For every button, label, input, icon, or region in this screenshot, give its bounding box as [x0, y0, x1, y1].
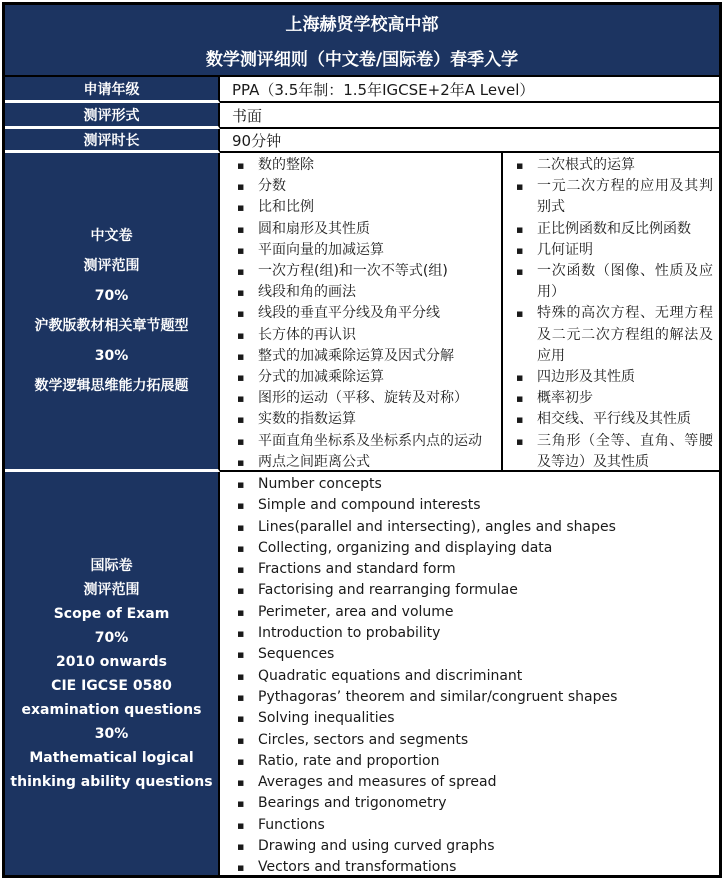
- topic-text: Perimeter, area and volume: [258, 603, 454, 620]
- topic-item: [220, 197, 501, 218]
- bullet-icon: ▪: [237, 840, 245, 854]
- topic-item: [503, 367, 719, 388]
- topic-item: [220, 261, 501, 282]
- topic-text: Pythagoras’ theorem and similar/congruent shapes: [258, 688, 618, 705]
- bullet-icon: ▪: [516, 222, 524, 236]
- topic-text: Drawing and using curved graphs: [258, 838, 495, 855]
- topic-text: Functions: [258, 816, 325, 833]
- bullet-icon: ▪: [237, 605, 245, 619]
- topic-text: Averages and measures of spread: [258, 774, 497, 791]
- topic-text: 圆和扇形及其性质: [258, 220, 370, 237]
- topic-item: [220, 666, 719, 687]
- bullet-icon: ▪: [237, 861, 245, 875]
- topic-text: Simple and compound interests: [258, 497, 481, 514]
- international-topics: [220, 472, 719, 875]
- topic-item: [503, 261, 719, 303]
- topic-item: [503, 388, 719, 409]
- bullet-icon: ▪: [237, 627, 245, 641]
- bullet-icon: ▪: [516, 307, 524, 321]
- topic-text: 平面向量的加减运算: [258, 241, 384, 258]
- bullet-icon: ▪: [237, 648, 245, 662]
- topic-item: [220, 602, 719, 623]
- topic-item: [220, 644, 719, 665]
- topic-item: [503, 431, 719, 470]
- topic-item: [220, 815, 719, 836]
- bullet-icon: ▪: [237, 797, 245, 811]
- topic-item: [220, 219, 501, 240]
- bullet-icon: ▪: [237, 328, 245, 342]
- topic-item: [220, 687, 719, 708]
- topic-text: 长方体的再认识: [258, 326, 356, 343]
- bullet-icon: ▪: [237, 392, 245, 406]
- bullet-icon: ▪: [516, 392, 524, 406]
- international-topics-column: [220, 472, 719, 875]
- section-label-line: 数学逻辑思维能力拓展题: [34, 378, 189, 394]
- bullet-icon: ▪: [516, 413, 524, 427]
- bullet-icon: ▪: [237, 541, 245, 555]
- bullet-icon: ▪: [237, 265, 245, 279]
- topic-text: 一次方程(组)和一次不等式(组): [258, 263, 448, 280]
- section-label-line: CIE IGCSE 0580 examination questions: [21, 677, 202, 718]
- topic-text: 一元二次方程的应用及其判别式: [537, 178, 713, 216]
- bullet-icon: ▪: [237, 733, 245, 747]
- topic-item: [220, 580, 719, 601]
- topic-text: Collecting, organizing and displaying data: [258, 539, 553, 556]
- topic-text: Solving inequalities: [258, 710, 395, 727]
- topic-item: [503, 303, 719, 367]
- topic-text: 两点之间距离公式: [258, 453, 370, 470]
- section-label-line: 国际卷: [90, 557, 133, 574]
- bullet-icon: ▪: [237, 222, 245, 236]
- chinese-topics-column-right: [503, 153, 719, 470]
- topic-item: [220, 176, 501, 197]
- topic-text: 比和比例: [258, 199, 314, 216]
- bullet-icon: ▪: [237, 371, 245, 385]
- topic-text: 线段的垂直平分线及角平分线: [258, 305, 440, 322]
- row-value-format: 书面: [220, 103, 719, 129]
- topic-item: [220, 325, 501, 346]
- bullet-icon: ▪: [516, 434, 524, 448]
- topic-text: 概率初步: [537, 390, 593, 407]
- topic-item: [220, 836, 719, 857]
- topic-item: [220, 730, 719, 751]
- topic-item: [220, 495, 719, 516]
- section-label-line: 沪教版教材相关章节题型: [34, 318, 189, 334]
- bullet-icon: ▪: [237, 690, 245, 704]
- chinese-paper-section: [5, 153, 719, 472]
- topic-item: [220, 857, 719, 875]
- topic-text: Bearings and trigonometry: [258, 795, 447, 812]
- topic-item: [220, 517, 719, 538]
- bullet-icon: ▪: [516, 180, 524, 194]
- chinese-paper-label: [5, 153, 220, 472]
- topic-text: 正比例函数和反比例函数: [537, 220, 691, 237]
- row-value-grade: PPA（3.5年制：1.5年IGCSE+2年A Level）: [220, 77, 719, 103]
- bullet-icon: ▪: [237, 818, 245, 832]
- table-row: [5, 103, 719, 129]
- topic-item: [220, 155, 501, 176]
- topic-text: 实数的指数运算: [258, 411, 356, 428]
- topic-item: [503, 155, 719, 176]
- bullet-icon: ▪: [237, 499, 245, 513]
- section-label-line: 70%: [94, 629, 129, 646]
- bullet-icon: ▪: [237, 478, 245, 491]
- topic-item: [220, 452, 501, 470]
- chinese-topics-right: [503, 153, 719, 470]
- bullet-icon: ▪: [237, 520, 245, 534]
- topic-text: Fractions and standard form: [258, 561, 456, 578]
- table-row: [5, 129, 719, 153]
- international-paper-label: [5, 472, 220, 875]
- bullet-icon: ▪: [237, 307, 245, 321]
- topic-item: [220, 409, 501, 430]
- bullet-icon: ▪: [516, 243, 524, 257]
- section-label-line: 2010 onwards: [55, 653, 168, 670]
- chinese-topics-left: [220, 153, 501, 470]
- bullet-icon: ▪: [237, 669, 245, 683]
- topic-item: [220, 240, 501, 261]
- topic-text: 相交线、平行线及其性质: [537, 411, 691, 428]
- section-label-line: 测评范围: [83, 258, 140, 274]
- topic-item: [220, 772, 719, 793]
- bullet-icon: ▪: [237, 180, 245, 194]
- bullet-icon: ▪: [237, 776, 245, 790]
- assessment-subtitle: 数学测评细则（中文卷/国际卷）春季入学: [205, 50, 519, 70]
- row-label-format: 测评形式: [5, 103, 220, 129]
- bullet-icon: ▪: [237, 413, 245, 427]
- topic-item: [220, 388, 501, 409]
- bullet-icon: ▪: [237, 286, 245, 300]
- section-label-line: 30%: [94, 348, 129, 364]
- assessment-table: [2, 2, 722, 878]
- row-label-grade: 申请年级: [5, 77, 220, 103]
- topic-text: Quadratic equations and discriminant: [258, 667, 523, 684]
- section-label-line: Scope of Exam: [53, 605, 170, 622]
- chinese-topics-column-left: [220, 153, 503, 470]
- topic-item: [220, 346, 501, 367]
- topic-text: 图形的运动（平移、旋转及对称）: [258, 390, 468, 407]
- bullet-icon: ▪: [237, 434, 245, 448]
- international-paper-section: [5, 472, 719, 875]
- topic-item: [220, 303, 501, 324]
- topic-item: [220, 793, 719, 814]
- row-label-duration: 测评时长: [5, 129, 220, 153]
- topic-item: [220, 474, 719, 495]
- bullet-icon: ▪: [516, 159, 524, 172]
- topic-item: [503, 409, 719, 430]
- topic-text: Sequences: [258, 646, 335, 663]
- bullet-icon: ▪: [237, 349, 245, 363]
- topic-text: Lines(parallel and intersecting), angles and shapes: [258, 518, 616, 535]
- topic-item: [220, 751, 719, 772]
- topic-text: 特殊的高次方程、无理方程及二元二次方程组的解法及应用: [537, 305, 713, 364]
- topic-text: Vectors and transformations: [258, 859, 457, 875]
- topic-item: [503, 240, 719, 261]
- section-label-line: 测评范围: [83, 581, 140, 598]
- topic-text: 整式的加减乘除运算及因式分解: [258, 347, 454, 364]
- topic-text: Ratio, rate and proportion: [258, 752, 440, 769]
- topic-item: [220, 538, 719, 559]
- topic-text: 线段和角的画法: [258, 284, 356, 301]
- section-label-line: Mathematical logical thinking ability questions: [10, 749, 213, 790]
- bullet-icon: ▪: [516, 371, 524, 385]
- bullet-icon: ▪: [237, 201, 245, 215]
- row-value-duration: 90分钟: [220, 129, 719, 153]
- topic-text: Introduction to probability: [258, 625, 441, 642]
- topic-text: 二次根式的运算: [537, 157, 635, 173]
- topic-item: [220, 431, 501, 452]
- topic-text: 一次函数（图像、性质及应用）: [537, 263, 713, 301]
- topic-item: [503, 219, 719, 240]
- section-label-line: 中文卷: [90, 228, 133, 244]
- topic-item: [503, 176, 719, 218]
- bullet-icon: ▪: [516, 265, 524, 279]
- topic-item: [220, 623, 719, 644]
- topic-text: 三角形（全等、直角、等腰及等边）及其性质: [537, 432, 713, 470]
- topic-text: 四边形及其性质: [537, 369, 635, 386]
- section-label-line: 70%: [94, 288, 129, 304]
- topic-text: 分式的加减乘除运算: [258, 369, 384, 386]
- topic-text: 几何证明: [537, 241, 593, 258]
- topic-text: 分数: [258, 178, 286, 195]
- topic-item: [220, 708, 719, 729]
- school-title: 上海赫贤学校高中部: [285, 15, 439, 35]
- table-row: [5, 77, 719, 103]
- table-header: [5, 5, 719, 77]
- bullet-icon: ▪: [237, 159, 245, 172]
- topic-text: 数的整除: [258, 157, 314, 173]
- topic-item: [220, 282, 501, 303]
- bullet-icon: ▪: [237, 712, 245, 726]
- section-label-line: 30%: [94, 725, 129, 742]
- bullet-icon: ▪: [237, 563, 245, 577]
- bullet-icon: ▪: [237, 455, 245, 469]
- bullet-icon: ▪: [237, 243, 245, 257]
- chinese-topics-columns: [220, 153, 719, 472]
- topic-item: [220, 367, 501, 388]
- topic-text: Factorising and rearranging formulae: [258, 582, 518, 599]
- topic-text: Number concepts: [258, 476, 382, 492]
- topic-text: 平面直角坐标系及坐标系内点的运动: [258, 432, 482, 449]
- bullet-icon: ▪: [237, 754, 245, 768]
- topic-item: [220, 559, 719, 580]
- bullet-icon: ▪: [237, 584, 245, 598]
- topic-text: Circles, sectors and segments: [258, 731, 469, 748]
